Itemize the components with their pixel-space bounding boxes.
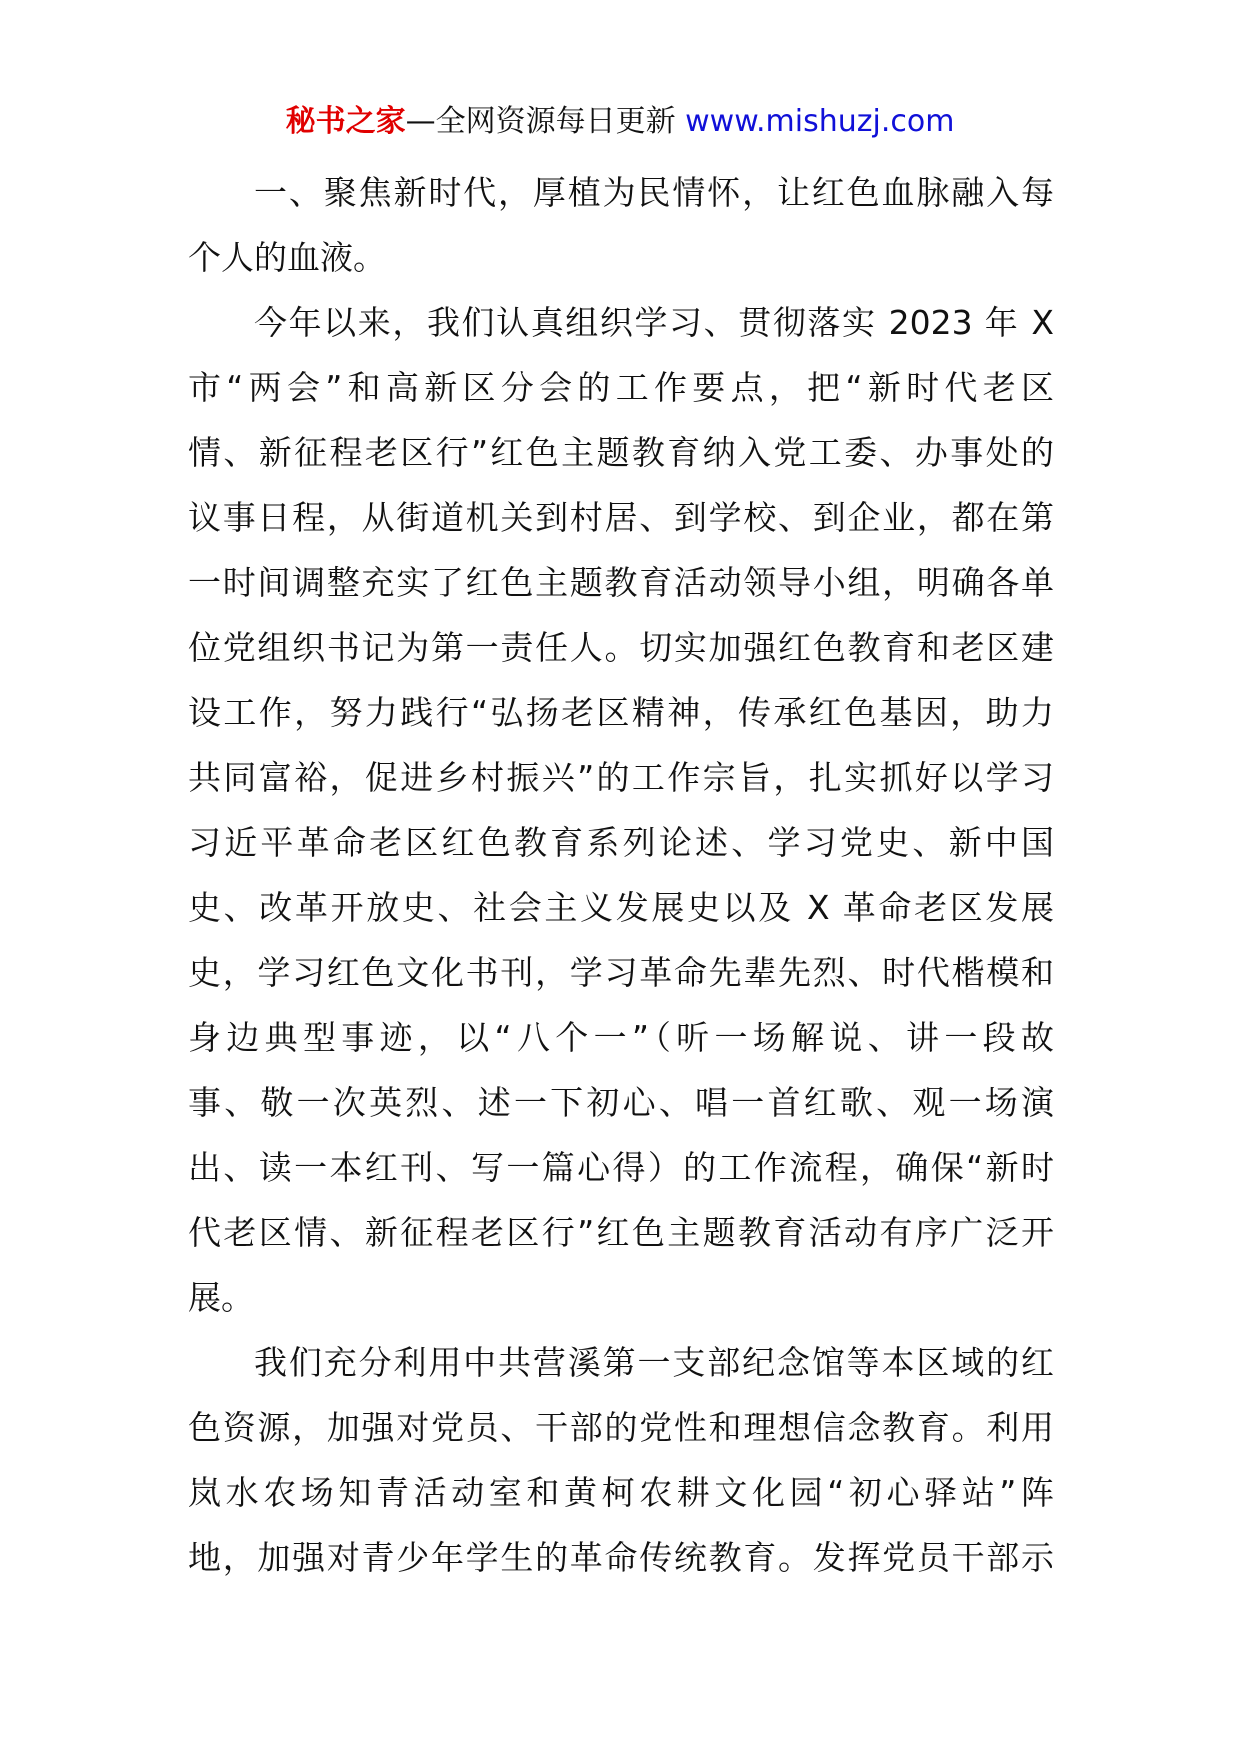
paragraph-line: 情、新征程老区行”红色主题教育纳入党工委、办事处的 [188, 433, 1054, 472]
section-heading-line: 个人的血液。 [188, 238, 386, 277]
paragraph-line: 代老区情、新征程老区行”红色主题教育活动有序广泛开 [188, 1213, 1054, 1252]
brand-name: 秘书之家 [285, 104, 406, 139]
site-header [0, 100, 1240, 144]
paragraph-line: 地，加强对青少年学生的革命传统教育。发挥党员干部示 [188, 1538, 1054, 1577]
site-url[interactable]: www.mishuzj.com [685, 104, 955, 139]
paragraph-line: 我们充分利用中共营溪第一支部纪念馆等本区域的红 [254, 1343, 1054, 1382]
paragraph-line: 身边典型事迹，以“八个一”（听一场解说、讲一段故 [188, 1018, 1054, 1057]
document-body [188, 160, 1054, 1590]
paragraph-line: 事、敬一次英烈、述一下初心、唱一首红歌、观一场演 [188, 1083, 1054, 1122]
paragraph-line: 史、改革开放史、社会主义发展史以及 X 革命老区发展 [188, 888, 1054, 927]
paragraph-line: 市“两会”和高新区分会的工作要点，把“新时代老区 [188, 368, 1054, 407]
paragraph-line: 出、读一本红刊、写一篇心得）的工作流程，确保“新时 [188, 1148, 1054, 1187]
section-heading-line: 一、聚焦新时代，厚植为民情怀，让红色血脉融入每 [254, 173, 1054, 212]
paragraph-line: 史，学习红色文化书刊，学习革命先辈先烈、时代楷模和 [188, 953, 1054, 992]
paragraph-line: 共同富裕，促进乡村振兴”的工作宗旨，扎实抓好以学习 [188, 758, 1054, 797]
paragraph-line: 色资源，加强对党员、干部的党性和理想信念教育。利用 [188, 1408, 1054, 1447]
paragraph-line: 一时间调整充实了红色主题教育活动领导小组，明确各单 [188, 563, 1054, 602]
paragraph-line: 议事日程，从街道机关到村居、到学校、到企业，都在第 [188, 498, 1054, 537]
paragraph-line: 习近平革命老区红色教育系列论述、学习党史、新中国 [188, 823, 1054, 862]
paragraph-line: 岚水农场知青活动室和黄柯农耕文化园“初心驿站”阵 [188, 1473, 1054, 1512]
paragraph-line: 展。 [188, 1278, 254, 1317]
paragraph-line: 位党组织书记为第一责任人。切实加强红色教育和老区建 [188, 628, 1054, 667]
site-tagline: —全网资源每日更新 [405, 104, 686, 139]
paragraph-line: 今年以来，我们认真组织学习、贯彻落实 2023 年 X [254, 303, 1054, 342]
paragraph-line: 设工作，努力践行“弘扬老区精神，传承红色基因，助力 [188, 693, 1054, 732]
